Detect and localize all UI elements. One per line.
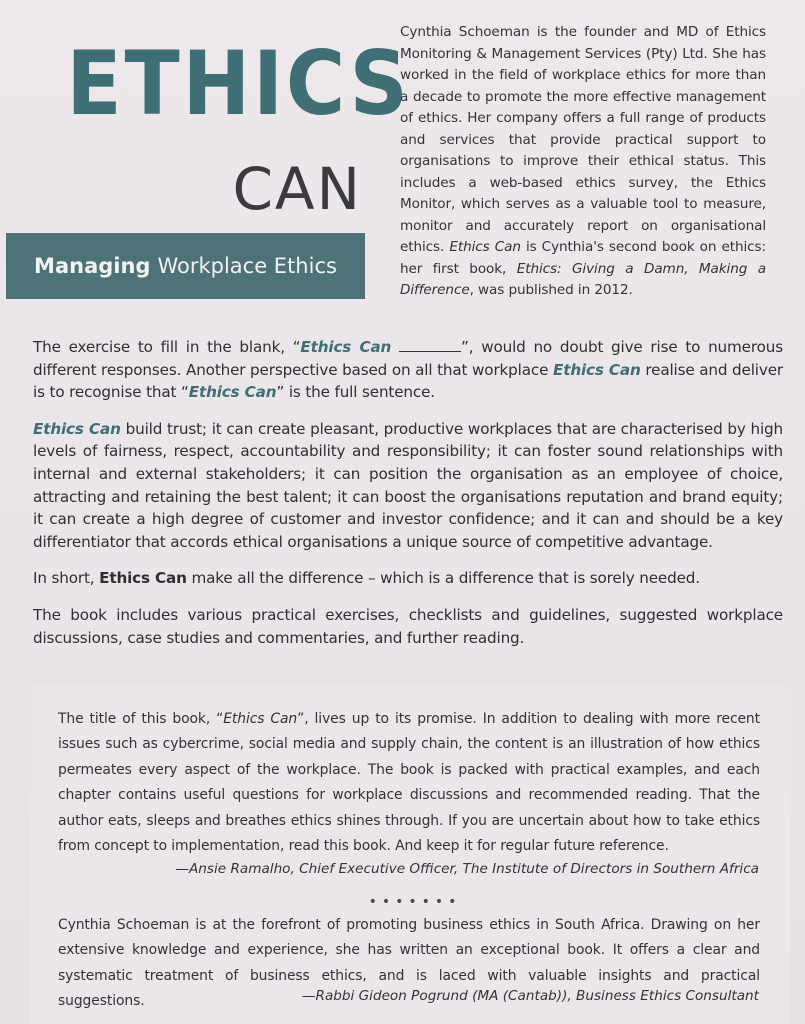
- p1-text: ” is the full sentence.: [276, 383, 435, 402]
- blurb-body: [33, 336, 783, 663]
- p1-emphasis: Ethics Can: [552, 360, 641, 379]
- book-title-ethics: ETHICS: [66, 32, 411, 135]
- bio-text-a: Cynthia Schoeman is the founder and MD of Ethics Monitoring & Management Services (Pty) Ltd. She has worked in the field of workplace ethics for more than a decade to promote the more effective management of ethics. Her company offers a full range of products and services that provide practical support to organisations to improve their ethical status. This includes a web-based ethics survey, the Ethics Monitor, which serves as a valuable tool to measure, monitor and accurately report on organisational ethics.: [400, 24, 766, 255]
- p1-text: The exercise to fill in the blank, “: [33, 338, 301, 356]
- p3-emphasis: Ethics Can: [99, 569, 187, 588]
- p1-text: realise and deliver is to recognise that “: [33, 360, 783, 402]
- endorsement-attribution-2: —Rabbi Gideon Pogrund (MA (Cantab)), Business Ethics Consultant: [301, 988, 759, 1004]
- q1-text: The title of this book, “: [58, 711, 224, 727]
- blurb-paragraph-3: [33, 567, 783, 590]
- p3-text: make all the difference – which is a difference that is sorely needed.: [186, 569, 700, 588]
- bio-text-e: , was published in 2012.: [469, 282, 633, 298]
- p1-emphasis: Ethics Can: [188, 383, 277, 402]
- author-bio: [400, 22, 766, 302]
- bio-italic-first-book: Ethics: Giving a Damn, Making a Difference: [400, 260, 766, 298]
- subtitle-banner: [6, 233, 365, 299]
- separator-dots: •••••••: [368, 894, 462, 910]
- p1-text: ”, would no doubt give rise to numerous different responses. Another perspective based on all that workplace: [33, 338, 783, 379]
- subtitle-rest: Workplace Ethics: [157, 254, 337, 278]
- blurb-paragraph-2: [33, 418, 783, 554]
- book-title-can: CAN: [232, 155, 362, 223]
- q2-text: Cynthia Schoeman is at the forefront of promoting business ethics in South Africa. Drawing on her extensive knowledge and experience, she has written an exceptional book. It offers a clear and systematic treatment of business ethics, and is laced with valuable insights and practical suggestions.: [58, 917, 760, 1010]
- blurb-paragraph-1: [33, 336, 783, 404]
- fill-in-blank: [399, 337, 461, 352]
- p1-emphasis: Ethics Can: [300, 338, 392, 356]
- bio-text-c: is Cynthia's second book on ethics: her first book,: [400, 239, 767, 277]
- p3-text: In short,: [33, 569, 100, 588]
- endorsement-quote-1: [58, 707, 760, 859]
- subtitle-bold: Managing: [34, 254, 151, 278]
- p2-emphasis: Ethics Can: [33, 419, 121, 438]
- bio-italic-title: Ethics Can: [449, 239, 521, 255]
- endorsement-attribution-1: —Ansie Ramalho, Chief Executive Officer, The Institute of Directors in Southern Africa: [175, 861, 759, 877]
- q1-text: ”, lives up to its promise. In addition to dealing with more recent issues such as cybercrime, social media and supply chain, the content is an illustration of how ethics permeates every aspect of the workplace. The book is packed with practical examples, and each chapter contains useful questions for workplace discussions and recommended reading. That the author eats, sleeps and breathes ethics shines through. If you are uncertain about how to take ethics from concept to implementation, read this book. And keep it for regular future reference.: [58, 711, 760, 855]
- p2-text: build trust; it can create pleasant, productive workplaces that are characterised by high levels of fairness, respect, accountability and responsibility; it can foster sound relationships with internal and external stakeholders; it can position the organisation as an employee of choice, attracting and retaining the best talent; it can boost the organisations reputation and brand equity; it can create a high degree of customer and investor confidence; and it can and should be a key differentiator that accords ethical organisations a unique source of competitive advantage.: [33, 419, 783, 551]
- q1-italic-title: Ethics Can: [223, 711, 298, 727]
- blurb-paragraph-4: The book includes various practical exercises, checklists and guidelines, suggested workplace discussions, case studies and commentaries, and further reading.: [33, 605, 783, 647]
